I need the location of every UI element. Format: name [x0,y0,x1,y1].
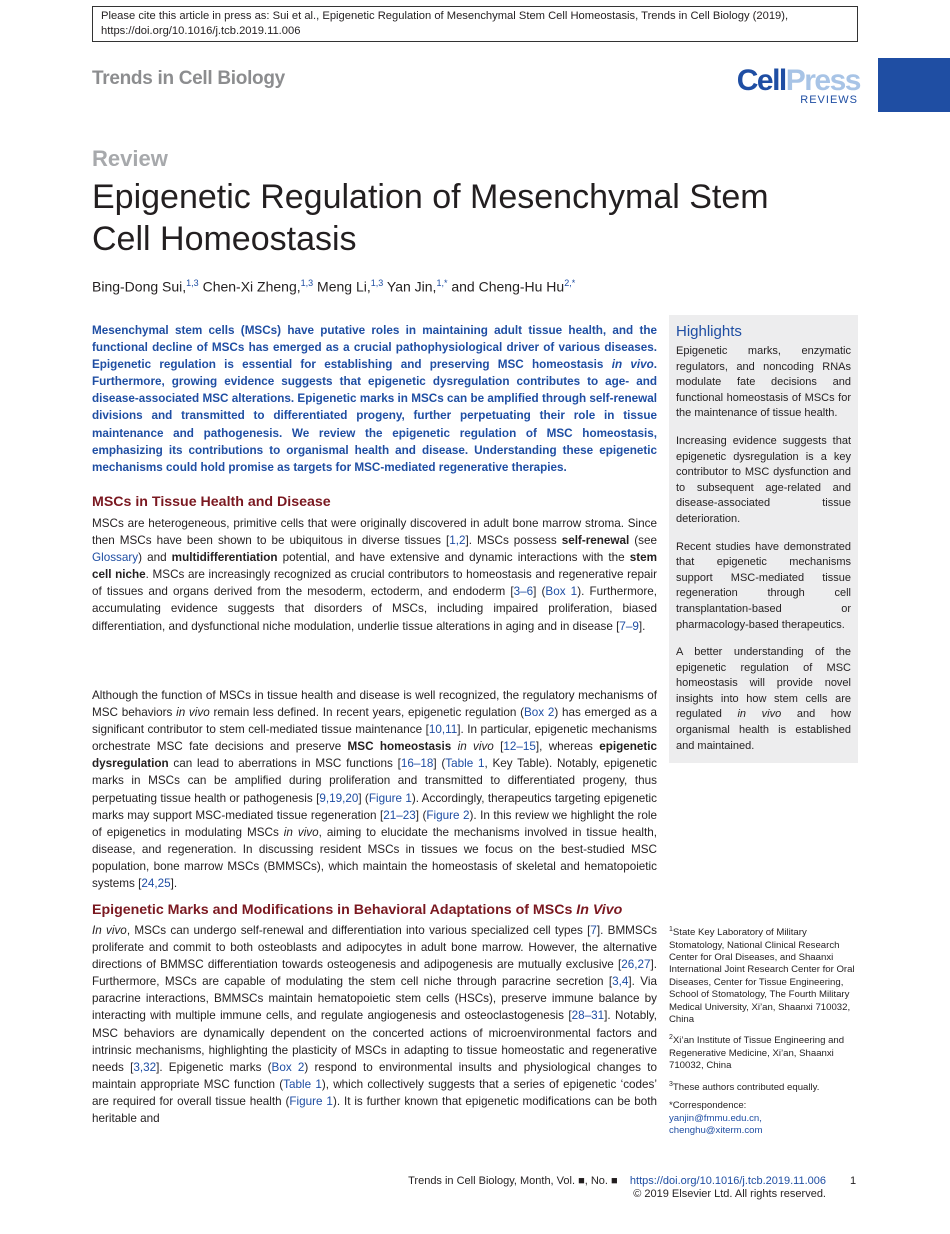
figure-link[interactable]: Figure 2 [426,808,470,822]
author-affiliation-mark[interactable]: 1,3 [300,278,314,288]
author-affiliation-mark[interactable]: 1,* [436,278,448,288]
section-heading-msc-tissue-health: MSCs in Tissue Health and Disease [92,494,331,510]
reference-link[interactable]: 7–9 [619,619,639,633]
correspondence-label: *Correspondence: [669,1100,747,1112]
article-title: Epigenetic Regulation of Mesenchymal Stem Cell Homeostasis [92,178,769,258]
glossary-term: stem cell niche [92,551,657,582]
citation-notice: Please cite this article in press as: Sui et al., Epigenetic Regulation of Mesenchymal Stem Cell Homeostasis, Trends in Cell Biology (2019), https://doi.org/10.1016/j.tcb.2019.11.006 [92,6,858,42]
logo-cell-text: Cell [736,64,786,97]
reference-link[interactable]: 9,19,20 [319,791,359,805]
body-paragraph: Although the function of MSCs in tissue health and disease is well recognized, the regulatory mechanisms of MSC behaviors in vivo remain less defined. In recent years, epigenetic regulation (Box 2) has emerged as a significant contributor to stem cell-mediated tissue maintenance [10,11]. In particular, epigenetic mechanisms orchestrate MSC fate decisions and preserve MSC homeostasis in vivo [12–15], whereas epigenetic dysregulation can lead to aberrations in MSC functions [16–18] (Table 1, Key Table). Notably, epigenetic marks in MSCs can be amplified during proliferation and transmitted to differentiated progeny, thus perpetuating tissue health or pathogenesis [9,19,20] (Figure 1). Accordingly, therapeutics targeting epigenetic marks may support MSC-mediated tissue regeneration [21–23] (Figure 2). In this review we highlight the role of epigenetics in modulating MSCs in vivo, aiming to elucidate the mechanisms involved in tissue health, disease, and regeneration. In discussing resident MSCs in tissues we focus on the best-studied MSC population, bone marrow MSCs (BMMSCs), which maintain the homeostasis of skeletal and hematopoietic systems [24,25]. [92,689,658,891]
author-affiliation-mark[interactable]: 1,3 [186,278,199,288]
table-link[interactable]: Table 1 [445,757,485,771]
author-list [92,278,575,295]
box-link[interactable]: Box 1 [545,585,578,599]
reference-link[interactable]: 12–15 [503,740,536,754]
body-paragraph: MSCs are heterogeneous, primitive cells that were originally discovered in adult bone marrow stroma. Since then MSCs have been shown to be ubiquitous in diverse tissues [1,2]. MSCs possess self-renewal (see Glossary) and multidifferentiation potential, and have extensive and dynamic interactions with the stem cell niche. MSCs are increasingly recognized as crucial contributors to homeostasis and regenerative repair of tissues and organs derived from the mesoderm, ectoderm, and endoderm [3–6] (Box 1). Furthermore, accumulating evidence suggests that disorders of MSCs, including impaired proliferation, biased differentiation, and dysfunctional niche modulation, underlie tissue alterations in aging and in disease [7–9]. [92,517,658,633]
body-paragraph: In vivo, MSCs can undergo self-renewal and differentiation into various specialized cell types [7]. BMMSCs proliferate and commit to both osteoblasts and adipocytes in adult bone marrow. However, the alternative directions of BMMSC differentiation towards osteogenesis and adipogenesis are mutually exclusive [26,27]. Furthermore, MSCs are capable of modulating the stem cell niche through paracrine secretion [3,4]. Via paracrine interactions, BMMSCs maintain hematopoietic stem cells (HSCs), preserve immune balance by interacting with multiple immune cells, and regulate angiogenesis and osteoclastogenesis [28–31]. Notably, MSC behaviors are dynamically dependent on the concerted actions of microenvironmental factors and intrinsic mechanisms, highlighting the plasticity of MSCs in adapting to tissue homeostatic and regenerative needs [3,32]. Epigenetic marks (Box 2) respond to environmental insults and physiological changes to maintain appropriate MSC function (Table 1), which collectively suggests that a series of epigenetic ‘codes’ are required for overall tissue health (Figure 1). It is further known that epigenetic modifications can be both heritable and [92,924,658,1126]
reference-link[interactable]: 10,11 [428,723,458,737]
glossary-link[interactable]: Glossary [92,551,139,565]
abstract-italic: in vivo [611,358,654,372]
box-link[interactable]: Box 2 [271,1060,305,1074]
figure-link[interactable]: Figure 1 [289,1094,333,1108]
reference-link[interactable]: 28–31 [571,1009,605,1023]
logo-wordmark [737,66,860,96]
reference-link[interactable]: 7 [590,924,597,937]
figure-link[interactable]: Figure 1 [368,791,412,805]
page-footer [408,1175,826,1201]
highlight-item: Increasing evidence suggests that epigenetic dysregulation is a key contributor to MSC dysfunction and to subsequent age-related and disease-associated tissue deterioration. [676,434,851,525]
abstract-text: . Furthermore, growing evidence suggests that epigenetic dysregulation contributes to age- and disease-associated MSC alterations. Epigenetic marks in MSCs can be amplified through self-renewal divisions and transmitted to differentiated progeny, further perpetuating their role in tissue maintenance and pathogenesis. We review the epigenetic regulation of MSC homeostasis, emphasizing its contributions to organismal health and disease. Understanding these epigenetic mechanisms could hold promise as targets for MSC-mediated regenerative therapies. [92,358,657,474]
reference-link[interactable]: 3,32 [133,1060,157,1074]
author-name: Meng Li, [313,278,371,295]
footer-journal-line: Trends in Cell Biology, Month, Vol. ■, No. ■ [408,1175,618,1187]
journal-name: Trends in Cell Biology [92,68,285,89]
highlight-item: A better understanding of the epigenetic regulation of MSC homeostasis will provide novel insights into how stem cells are regulated in vivo and how organismal health is established and maintained. [676,646,851,752]
logo-press-text: Press [785,64,860,97]
box-link[interactable]: Box 2 [523,706,555,720]
cellpress-logo[interactable] [736,64,860,110]
abstract-text: Mesenchymal stem cells (MSCs) have putative roles in maintaining adult tissue health, and the functional decline of MSCs has emerged as a crucial pathophysiological driver of various diseases. Epigenetic regulation is essential for establishing and preserving MSC homeostasis [92,324,657,372]
article-type-label: Review [92,146,168,171]
affiliation: $^3$These authors contributed equally. [669,1080,820,1094]
table-link[interactable]: Table 1 [283,1077,322,1091]
glossary-term: MSC homeostasis [347,740,452,754]
page-number: 1 [850,1175,857,1187]
affiliations [669,924,859,1144]
email-link[interactable]: yanjin@fmmu.edu.cn, [669,1112,762,1124]
author-name: Bing-Dong Sui, [92,278,187,295]
correspondence [669,1100,859,1137]
doi-link[interactable]: https://doi.org/10.1016/j.tcb.2019.11.006 [629,1175,826,1187]
author-affiliation-mark[interactable]: 2,* [564,278,576,288]
glossary-term: multidifferentiation [171,551,278,565]
logo-reviews-text: REVIEWS [800,94,858,106]
reference-link[interactable]: 26,27 [621,958,651,972]
highlights-title: Highlights [676,323,742,340]
highlights-box [669,315,858,763]
reference-link[interactable]: 16–18 [400,757,434,771]
highlight-item: Epigenetic marks, enzymatic regulators, and noncoding RNAs modulate fate decisions and functional homeostasis of MSCs for the maintenance of tissue health. [676,345,851,420]
reference-link[interactable]: 3–6 [513,585,534,599]
author-name: Yan Jin, [383,278,437,295]
affiliation: $^2$Xi’an Institute of Tissue Engineering and Regenerative Medicine, Xi’an, Shaanxi 710032, China [669,1034,845,1072]
section-heading-epigenetic-marks: Epigenetic Marks and Modifications in Behavioral Adaptations of MSCs In Vivo [92,902,623,918]
copyright: © 2019 Elsevier Ltd. All rights reserved. [633,1188,826,1200]
glossary-term: epigenetic dysregulation [92,740,658,771]
brand-color-tab [878,58,950,112]
affiliation: $^1$State Key Laboratory of Military Stomatology, National Clinical Research Center for Oral Diseases, and Shaanxi International Joint Research Center for Oral Diseases, Center for Tissue Engineering, School of Stomatology, The Fourth Military Medical University, Xi’an, Shaanxi 710032, China [669,926,855,1026]
author-name: Chen-Xi Zheng, [198,278,301,295]
reference-link[interactable]: 1,2 [449,534,466,548]
author-name: and Cheng-Hu Hu [447,278,565,295]
highlight-item: Recent studies have demonstrated that epigenetic mechanisms support MSC-mediated tissue regeneration through cell transplantation-based or pharmacology-based therapeutics. [676,540,851,631]
glossary-term: self-renewal [561,534,630,548]
author-affiliation-mark[interactable]: 1,3 [370,278,384,288]
abstract [92,322,657,476]
reference-link[interactable]: 24,25 [141,877,171,891]
email-link[interactable]: chenghu@xiterm.com [669,1125,763,1137]
reference-link[interactable]: 3,4 [612,975,629,989]
reference-link[interactable]: 21–23 [383,808,416,822]
